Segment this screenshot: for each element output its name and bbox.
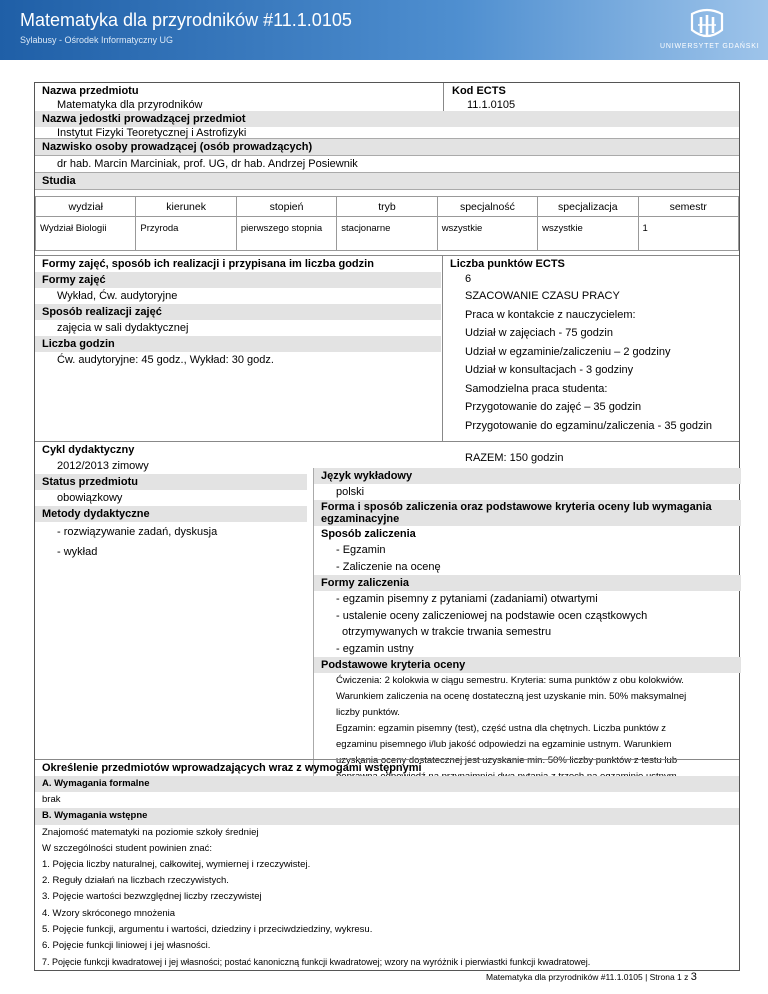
assessment-method-label: Sposób zaliczenia xyxy=(321,528,416,540)
page-header xyxy=(0,0,768,60)
page-title: Matematyka dla przyrodników #11.1.0105 xyxy=(20,10,352,30)
table-cell: stacjonarne xyxy=(337,217,437,251)
page-total: 3 xyxy=(690,971,697,983)
cycle-value: 2012/2013 zimowy xyxy=(57,460,149,472)
requirement-line: 7. Pojęcie funkcji kwadratowej i jej własności; postać kanoniczną funkcji kwadratowej; wzory na wyróżnik i pierwiastki funkcji kwadratowej. xyxy=(42,957,591,968)
course-identity xyxy=(35,83,739,139)
studia-section xyxy=(35,190,739,255)
page-subtitle: Sylabusy - Ośrodek Informatyczny UG xyxy=(20,35,174,45)
language-value: polski xyxy=(336,486,365,498)
forms-value: Wykład, Ćw. audytoryjne xyxy=(57,290,178,302)
requirement-line: Znajomość matematyki na poziomie szkoły średniej xyxy=(42,826,259,838)
requirement-line: 5. Pojęcie funkcji, argumentu i wartości, dziedziny i przeciwdziedziny, wykresu. xyxy=(42,923,373,935)
criteria-line: Ćwiczenia: 2 kolokwia w ciągu semestru. Kryteria: suma punktów z obu kolokwiów. xyxy=(336,675,684,686)
table-header-row xyxy=(36,197,739,217)
criteria-basic-label: Podstawowe kryteria oceny xyxy=(314,657,741,673)
forms-label: Formy zajęć xyxy=(35,272,441,288)
cycle-label: Cykl dydaktyczny xyxy=(42,444,135,456)
requirement-line: 6. Pojęcie funkcji liniowej i jej własności. xyxy=(42,940,211,952)
ects-code: 11.1.0105 xyxy=(467,99,516,111)
ects-points-panel xyxy=(442,256,741,464)
criteria-line: Egzamin: egzamin pisemny (test), część ustna dla chętnych. Liczba punktów z xyxy=(336,723,667,734)
assessment-method-item: - Egzamin xyxy=(336,544,386,556)
lecturers: dr hab. Marcin Marciniak, prof. UG, dr hab. Andrzej Posiewnik xyxy=(57,158,358,170)
ects-line: SZACOWANIE CZASU PRACY xyxy=(465,290,620,302)
criteria-line: Warunkiem zaliczenia na ocenę dostateczną jest uzyskanie min. 50% maksymalnej xyxy=(336,691,687,702)
page-footer xyxy=(486,971,697,983)
ects-total: RAZEM: 150 godzin xyxy=(465,452,564,464)
ects-code-label: Kod ECTS xyxy=(452,85,506,97)
prerequisites-section xyxy=(35,759,739,970)
criteria-line: egzaminu pisemnego i/lub jakość odpowiedzi na egzaminie ustnym. Warunkiem xyxy=(336,739,672,750)
footer-text: Matematyka dla przyrodników #11.1.0105 | Strona 1 z xyxy=(486,972,691,982)
ects-line: Samodzielna praca studenta: xyxy=(465,382,608,395)
university-logo-icon xyxy=(688,8,726,44)
entry-requirements-label: B. Wymagania wstępne xyxy=(35,808,739,824)
method-item: - wykład xyxy=(57,546,98,558)
column-header: specjalizacja xyxy=(538,197,638,217)
table-cell: wszystkie xyxy=(538,217,638,251)
table-row xyxy=(36,217,739,251)
ects-line: Udział w zajęciach - 75 godzin xyxy=(465,327,613,339)
ects-line: Przygotowanie do zajęć – 35 godzin xyxy=(465,401,642,413)
table-cell: pierwszego stopnia xyxy=(236,217,336,251)
requirement-line: W szczególności student powinien znać: xyxy=(42,842,213,854)
forms-title: Formy zajęć, sposób ich realizacji i przypisana im liczba godzin xyxy=(42,258,374,270)
column-header: wydział xyxy=(36,197,136,217)
ects-line: Udział w konsultacjach - 3 godziny xyxy=(465,364,634,376)
column-header: tryb xyxy=(337,197,437,217)
forms-left xyxy=(35,256,441,368)
formal-requirements-value: brak xyxy=(42,794,61,806)
ects-line: 6 xyxy=(465,273,472,285)
course-name: Matematyka dla przyrodników xyxy=(57,99,203,111)
table-cell: Wydział Biologii xyxy=(36,217,136,251)
requirement-line: 4. Wzory skróconego mnożenia xyxy=(42,907,176,919)
hours-value: Ćw. audytoryjne: 45 godz., Wykład: 30 godz. xyxy=(57,354,274,366)
cycle-section xyxy=(35,441,739,766)
lecturers-label: Nazwisko osoby prowadzącej (osób prowadzących) xyxy=(35,139,739,156)
criteria-label: Forma i sposób zaliczenia oraz podstawowe kryteria oceny lub wymagania egzaminacyjne xyxy=(314,500,741,526)
table-cell: wszystkie xyxy=(437,217,537,251)
ects-line: Przygotowanie do egzaminu/zaliczenia - 35 godzin xyxy=(465,419,713,432)
realization-value: zajęcia w sali dydaktycznej xyxy=(57,322,189,334)
cycle-left xyxy=(35,442,307,562)
requirement-line: 2. Reguły działań na liczbach rzeczywistych. xyxy=(42,875,229,887)
course-name-label: Nazwa przedmiotu xyxy=(42,85,139,97)
status-value: obowiązkowy xyxy=(57,492,123,504)
requirement-line: 3. Pojęcie wartości bezwzględnej liczby rzeczywistej xyxy=(42,891,262,903)
ects-points-label: Liczba punktów ECTS xyxy=(450,258,565,270)
column-header: semestr xyxy=(638,197,738,217)
ects-line: Udział w egzaminie/zaliczeniu – 2 godziny xyxy=(465,345,671,358)
studia-label: Studia xyxy=(35,172,739,190)
divider xyxy=(443,83,444,111)
criteria-line: uzyskania oceny dostatecznej jest uzyskanie min. 50% liczby punktów z testu lub xyxy=(336,755,678,766)
language-label: Język wykładowy xyxy=(314,468,741,484)
requirement-line: 1. Pojęcia liczby naturalnej, całkowitej, wymiernej i rzeczywistej. xyxy=(42,859,311,871)
status-label: Status przedmiotu xyxy=(35,474,307,490)
table-cell: Przyroda xyxy=(136,217,236,251)
assessment-form-item: otrzymywanych w trakcie trwania semestru xyxy=(342,626,552,638)
formal-requirements-label: A. Wymagania formalne xyxy=(35,776,739,792)
hours-label: Liczba godzin xyxy=(35,336,441,352)
assessment-method-item: - Zaliczenie na ocenę xyxy=(336,560,441,573)
unit-name: Instytut Fizyki Teoretycznej i Astrofizyki xyxy=(57,127,247,139)
assessment-forms-label: Formy zaliczenia xyxy=(314,575,741,591)
method-item: - rozwiązywanie zadań, dyskusja xyxy=(57,526,218,538)
realization-label: Sposób realizacji zajęć xyxy=(35,304,441,320)
unit-label: Nazwa jedostki prowadzącej przedmiot xyxy=(35,111,739,127)
assessment-form-item: - ustalenie oceny zaliczeniowej na podstawie ocen cząstkowych xyxy=(336,609,648,622)
cycle-right xyxy=(313,468,741,785)
prerequisites-title: Określenie przedmiotów wprowadzających wraz z wymogami wstępnymi xyxy=(42,762,422,774)
logo-text: UNIWERSYTET GDAŃSKI xyxy=(660,43,760,50)
ects-line: Praca w kontakcie z nauczycielem: xyxy=(465,308,636,321)
assessment-form-item: - egzamin ustny xyxy=(336,642,414,655)
column-header: stopień xyxy=(236,197,336,217)
studia-table xyxy=(35,196,739,251)
syllabus-document xyxy=(34,82,740,971)
column-header: specjalność xyxy=(437,197,537,217)
column-header: kierunek xyxy=(136,197,236,217)
assessment-form-item: - egzamin pisemny z pytaniami (zadaniami) otwartymi xyxy=(336,593,598,605)
criteria-line: liczby punktów. xyxy=(336,707,400,718)
methods-label: Metody dydaktyczne xyxy=(35,506,307,522)
table-cell: 1 xyxy=(638,217,738,251)
